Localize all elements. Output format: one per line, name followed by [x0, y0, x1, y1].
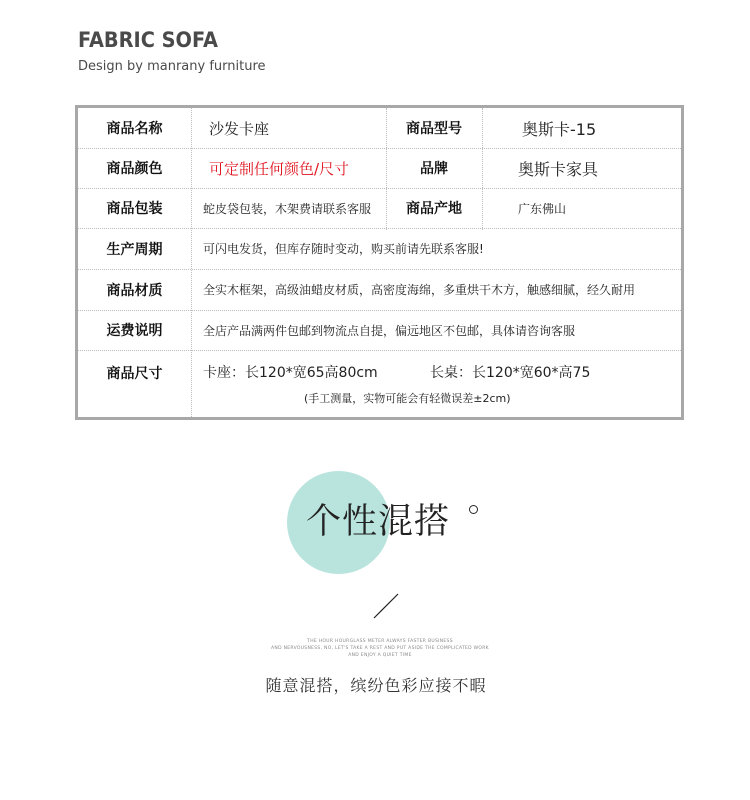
spec-row-size	[78, 350, 681, 417]
size-note: (手工测量，实物可能会有轻微误差±2cm)	[304, 392, 511, 405]
spec-table	[75, 105, 684, 420]
color-value: 可定制任何颜色/尺寸	[209, 159, 350, 178]
model-value: 奥斯卡-15	[522, 119, 597, 139]
name-label: 商品名称	[106, 121, 163, 137]
size-value-table: 长桌：长120*宽60*高75	[430, 365, 591, 381]
brand-header	[78, 28, 266, 75]
brand-subtitle: Design by manrany furniture	[78, 59, 266, 74]
fine-print-line: THE HOUR HOURGLASS METER ALWAYS FASTER BUSINESS	[307, 639, 453, 644]
size-value-sofa: 卡座：长120*宽65高80cm	[203, 365, 378, 381]
spec-row-cycle	[78, 228, 681, 270]
shipping-value: 全店产品满两件包邮到物流点自提，偏远地区不包邮，具体请咨询客服	[203, 323, 576, 338]
spec-row-shipping	[78, 310, 681, 351]
shipping-label: 运费说明	[106, 323, 163, 339]
name-value: 沙发卡座	[209, 119, 270, 138]
model-label: 商品型号	[406, 121, 462, 137]
cycle-value: 可闪电发货，但库存随时变动，购买前请先联系客服!	[203, 242, 484, 256]
slash-divider	[371, 591, 401, 621]
cycle-label: 生产周期	[106, 241, 163, 258]
spec-row-color	[78, 148, 681, 189]
degree-ring	[469, 505, 478, 514]
mix-title: 个性混搭	[306, 502, 451, 542]
spec-row-name	[78, 108, 681, 149]
fine-print-line: AND ENJOY A QUIET TIME	[348, 653, 412, 658]
package-value: 蛇皮袋包装，木架费请联系客服	[203, 201, 372, 216]
spec-row-material	[78, 269, 681, 311]
package-label: 商品包装	[106, 201, 163, 217]
tagline: 随意混搭，缤纷色彩应接不暇	[265, 676, 487, 695]
origin-label: 商品产地	[406, 201, 462, 217]
material-label: 商品材质	[106, 282, 163, 299]
origin-value: 广东佛山	[518, 201, 567, 216]
size-label: 商品尺寸	[106, 366, 163, 382]
material-value: 全实木框架，高级油蜡皮材质，高密度海绵，多重烘干木方，触感细腻，经久耐用	[203, 283, 636, 297]
brand-label: 品牌	[420, 161, 448, 177]
fine-print-line: AND NERVOUSNESS, NO, LET'S TAKE A REST AND PUT ASIDE THE COMPLICATED WORK	[271, 646, 489, 651]
fine-print	[265, 638, 495, 659]
spec-row-package	[78, 188, 681, 229]
brand-title: FABRIC SOFA	[78, 28, 218, 52]
brand-value: 奥斯卡家具	[518, 159, 599, 179]
color-label: 商品颜色	[106, 161, 163, 177]
